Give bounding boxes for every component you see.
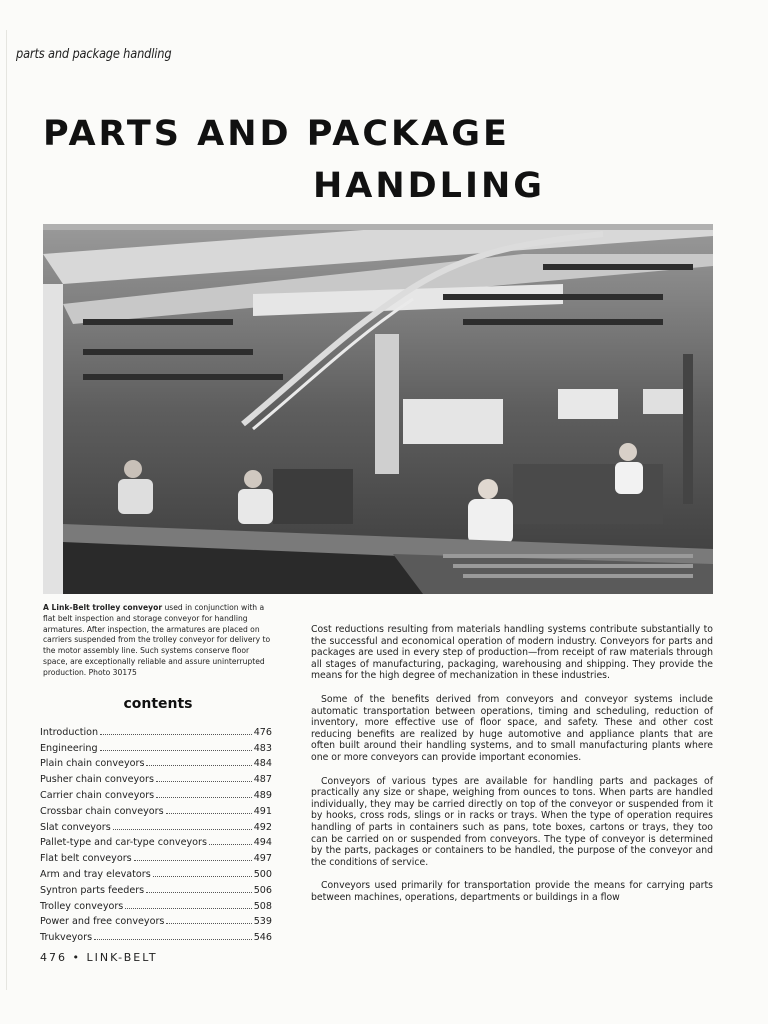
toc-page: 508 bbox=[253, 900, 272, 912]
toc-page: 539 bbox=[253, 916, 272, 928]
running-head: parts and package handling bbox=[16, 47, 172, 62]
toc-page: 483 bbox=[253, 742, 272, 754]
toc-leader bbox=[113, 829, 252, 830]
toc-page: 506 bbox=[253, 884, 272, 896]
page-title-line-1: PARTS AND PACKAGE bbox=[43, 114, 510, 154]
body-paragraph: Cost reductions resulting from materials handling systems contribute substantially to the successful and economical operation of modern industry. Conveyors for parts and packages are used in every step of production—from receipt of raw materials through all stages of manufacturing, packaging, warehousing and shipping. They provide the means for the high degree of mechanization in these industries. bbox=[311, 624, 713, 682]
toc-page: 489 bbox=[253, 789, 272, 801]
toc-title: Pallet-type and car-type conveyors bbox=[40, 837, 207, 849]
toc-page: 487 bbox=[253, 774, 272, 786]
toc-item bbox=[40, 769, 272, 785]
toc-title: Plain chain conveyors bbox=[40, 758, 145, 770]
toc-page: 492 bbox=[253, 821, 272, 833]
toc-title: Introduction bbox=[40, 726, 99, 738]
toc-leader bbox=[94, 939, 252, 940]
toc-title: Trukveyors bbox=[40, 932, 93, 944]
body-paragraph: Some of the benefits derived from conveyors and conveyor systems include automatic transportation between operations, timing and scheduling, reduction of inventory, more effective use of floor space, and safety. These and other cost reducing benefits are realized by huge automotive and appliance plants that are often built around their handling systems, and to small manufacturing plants where one or more conveyors can provide important economies. bbox=[311, 693, 713, 763]
toc-title: Trolley conveyors bbox=[40, 900, 124, 912]
toc-leader bbox=[146, 765, 251, 766]
toc-item bbox=[40, 817, 272, 833]
toc-item bbox=[40, 848, 272, 864]
caption-text: used in conjunction with a flat belt inspection and storage conveyor for handling armatures. After inspection, the armatures are placed on carriers suspended from the trolley conveyor for delivery to the motor assembly line. Such systems conserve floor space, are exceptionally reliable and assure uninterrupted production. Photo 30175 bbox=[43, 603, 271, 677]
page-folio: 476 • LINK-BELT bbox=[40, 951, 158, 964]
body-paragraph: Conveyors of various types are available for handling parts and packages of practically any size or shape, weighing from ounces to tons. When parts are handled individually, they may be carried directly on top of the conveyor or suspended from it by hooks, cross rods, slings or in racks or trays. When the type of operation requires handling of parts in containers such as pans, tote boxes, cartons or trays, they too can be carried on or suspended from conveyors. The type of conveyor is determined by the parts, packages or containers to be handled, the purpose of the conveyor and the conditions of service. bbox=[311, 775, 713, 868]
toc-title: Power and free conveyors bbox=[40, 916, 165, 928]
photo-caption bbox=[43, 603, 273, 679]
toc-leader bbox=[153, 876, 252, 877]
toc-page: 546 bbox=[253, 932, 272, 944]
body-text bbox=[311, 624, 713, 915]
toc-item bbox=[40, 785, 272, 801]
toc-item bbox=[40, 927, 272, 943]
toc-leader bbox=[166, 813, 252, 814]
toc-title: Engineering bbox=[40, 742, 98, 754]
toc-leader bbox=[134, 860, 252, 861]
toc-page: 494 bbox=[253, 837, 272, 849]
toc-page: 476 bbox=[253, 726, 272, 738]
caption-lead: A Link-Belt trolley conveyor bbox=[43, 603, 163, 612]
toc-title: Pusher chain conveyors bbox=[40, 774, 154, 786]
toc-page: 500 bbox=[253, 868, 272, 880]
toc-leader bbox=[166, 923, 251, 924]
toc-item bbox=[40, 864, 272, 880]
toc-page: 491 bbox=[253, 805, 272, 817]
toc-item bbox=[40, 722, 272, 738]
toc-title: Syntron parts feeders bbox=[40, 884, 145, 896]
toc-item bbox=[40, 754, 272, 770]
toc-item bbox=[40, 833, 272, 849]
toc-title: Slat conveyors bbox=[40, 821, 111, 833]
toc-leader bbox=[125, 908, 251, 909]
toc-leader bbox=[156, 797, 252, 798]
toc-item bbox=[40, 738, 272, 754]
toc-leader bbox=[100, 734, 252, 735]
toc-item bbox=[40, 896, 272, 912]
toc-title: Arm and tray elevators bbox=[40, 868, 151, 880]
toc-item bbox=[40, 801, 272, 817]
body-paragraph: Conveyors used primarily for transportation provide the means for carrying parts between machines, operations, departments or buildings in a flow bbox=[311, 880, 713, 903]
toc-leader bbox=[146, 892, 252, 893]
toc-page: 484 bbox=[253, 758, 272, 770]
toc-leader bbox=[100, 750, 252, 751]
toc-leader bbox=[156, 781, 252, 782]
toc-title: Carrier chain conveyors bbox=[40, 789, 155, 801]
toc-title: Flat belt conveyors bbox=[40, 853, 132, 865]
toc-title: Crossbar chain conveyors bbox=[40, 805, 164, 817]
toc-page: 497 bbox=[253, 853, 272, 865]
toc-item bbox=[40, 880, 272, 896]
factory-photo bbox=[43, 224, 713, 594]
table-of-contents bbox=[40, 722, 272, 943]
toc-leader bbox=[209, 844, 252, 845]
toc-item bbox=[40, 912, 272, 928]
page-title-line-2: HANDLING bbox=[312, 166, 546, 206]
contents-heading: contents bbox=[123, 696, 193, 712]
